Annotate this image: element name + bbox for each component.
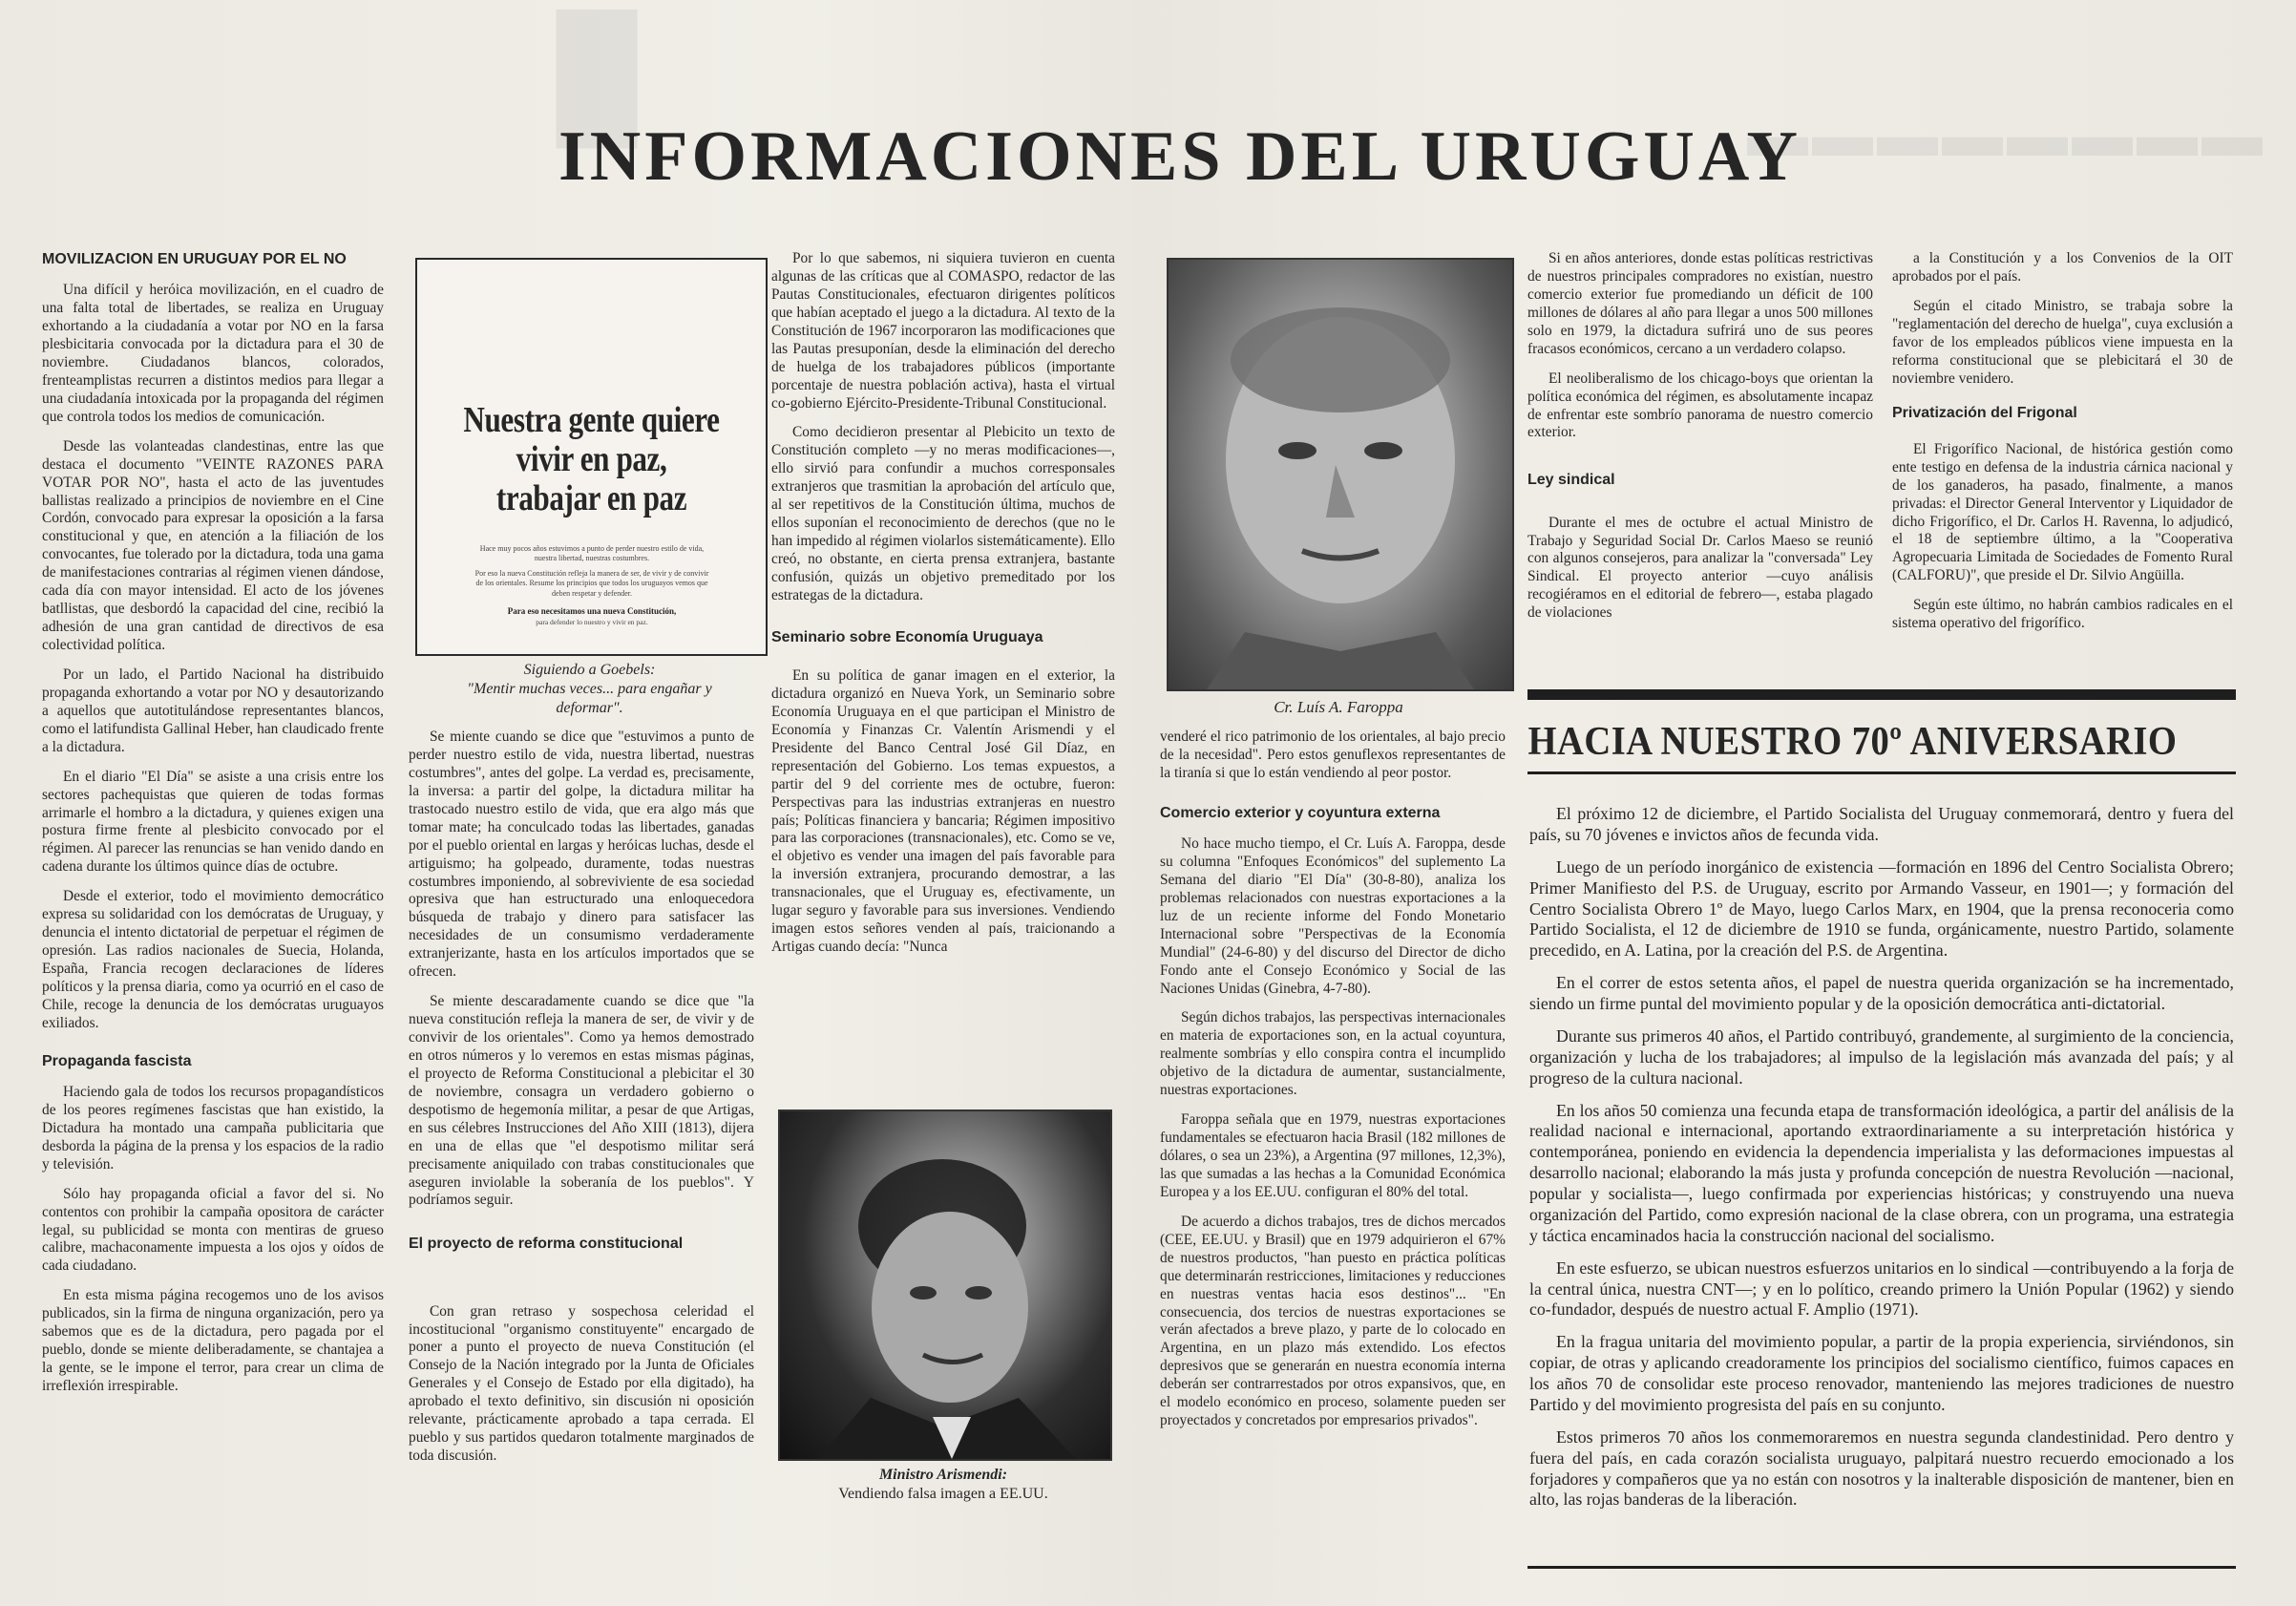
propaganda-ad (415, 258, 768, 656)
paragraph: Una difícil y heróica movilización, en el cuadro de una falta total de libertades, se realiza en Uruguay exhortando a la ciudadanía a votar por NO en la farsa plesbicitaria convocada por la dictadura para el 30 de noviembre. Ciudadanos blancos, colorados, frenteamplistas recurren a distintos medios para llegar a una ciudadanía intoxicada por la propaganda del régimen que controla todos los medios de comunicación. (42, 282, 384, 425)
subhead-seminario: Seminario sobre Economía Uruguaya (771, 628, 1043, 645)
paragraph: Según el citado Ministro, se trabaja sobre la "reglamentación del derecho de huelga", cuya exclusión a favor de los empleados públicos viene impuesta en la reforma constitucional que se plebicitará el 30 de noviembre venidero. (1892, 297, 2233, 387)
paragraph: Haciendo gala de todos los recursos propagandísticos de los peores regímenes fascistas que han existido, la Dictadura ha montado una campaña publicitaria que desborda la página de la prensa y los espacios de la radio y televisión. (42, 1083, 384, 1173)
caption-faroppa: Cr. Luís A. Faroppa (1274, 698, 1403, 716)
page-masthead: INFORMACIONES DEL URUGUAY (558, 117, 1801, 196)
column-1 (42, 250, 384, 1407)
paragraph: venderé el rico patrimonio de los orientales, al bajo precio de la necesidad". Pero estos genuflexos representantes de la tiranía si que lo están vendiendo al peor postor. (1160, 729, 1506, 781)
paragraph: En el correr de estos setenta años, el papel de nuestra querida organización se ha incrementado, siendo un firme puntal del movimiento popular y de la oposición democrática anti-dictatorial. (1529, 973, 2234, 1013)
photo-faroppa (1167, 258, 1514, 691)
anniversary-top-rule (1527, 689, 2236, 700)
caption-arismendi: Ministro Arismendi: Vendiendo falsa imagen a EE.UU. (838, 1467, 1048, 1502)
paragraph: Luego de un período inorgánico de existencia —formación en 1896 del Centro Socialista Obrero; Primer Manifiesto del P.S. de Uruguay, escrito por Armando Vasseur, en 1901—; y formación del Centro Socialista Obrero 1º de Mayo, luego Carlos Marx, en 1904, que la prensa reconoceria como Partido Socialista, el 12 de diciembre de 1910 se funda, orgánicamente, nuestro Partido, solamente precedido, en A. Latina, por la creación del P.S. de Argentina. (1529, 856, 2234, 961)
photo-arismendi (778, 1109, 1112, 1461)
headline-movilizacion: MOVILIZACION EN URUGUAY POR EL NO (42, 251, 347, 267)
paragraph: El próximo 12 de diciembre, el Partido Socialista del Uruguay conmemorará, dentro y fuera del país, su 70 jóvenes e invictos años de fecunda vida. (1529, 804, 2234, 844)
paragraph: En esta misma página recogemos uno de los avisos publicados, sin la firma de ninguna organización, pero ya sabemos que es de la dictadura, pero pagada por el pueblo, donde se miente deliberadamente, se chantajea a la gente, se le impone el terror, para crear un clima de irreflexión irrespirable. (42, 1287, 384, 1394)
portrait-illustration (1169, 260, 1512, 689)
column-4 (1160, 729, 1506, 1442)
ad-caption: Siguiendo a Goebels: "Mentir muchas veces... para engañar y deformar". (467, 662, 712, 716)
paragraph: Se miente descaradamente cuando se dice que "la nueva constitución refleja la manera de ser, de vivir y de convivir de los orientales". Como ya hemos demostrado en otros números y lo veremos en estas mismas páginas, el proyecto de Reforma Constitucional a plebicitar el 30 de noviembre, consagra un verdadero gobierno o despotismo de hegemonía militar, a pesar de que Artigas, en sus célebres Instrucciones del Año XIII (1813), dijera en una de ellas que "el despotismo militar será precisamente aniquilado con trabas constitucionales que aseguren inviolable la soberanía de los pueblos". Y podríamos seguir. (409, 993, 754, 1209)
paragraph: Estos primeros 70 años los conmemoraremos en nuestra segunda clandestinidad. Pero dentro y fuera del país, en cada corazón socialista uruguayo, palpitará nuestro recuerdo emocionado a los forjadores y compañeros que ya no están con nosotros y la inalterable disposición de mantener, bien en alto, las rojas banderas de la liberación. (1529, 1426, 2234, 1510)
paragraph: En este esfuerzo, se ubican nuestros esfuerzos unitarios en lo sindical —contribuyendo a la forja de la central única, nuestra CNT—; y en lo político, creando primero la Unión Popular (1962) y siendo co-fundador, después de nuestro actual F. Amplio (1971). (1529, 1257, 2234, 1320)
paragraph: Sólo hay propaganda oficial a favor del si. No contentos con prohibir la campaña opositora de carácter legal, su publicidad se monta con mentiras de grueso calibre, machaconamente impuesta a los ojos y oídos de cada ciudadano. (42, 1185, 384, 1275)
paragraph: Por un lado, el Partido Nacional ha distribuido propaganda exhortando a votar por NO y desautorizando a aquellos que autotitulándose representantes blancos, como el latifundista Gallinal Heber, han claudicado frente a la dictadura. (42, 666, 384, 755)
paragraph: Desde el exterior, todo el movimiento democrático expresa su solidaridad con los demócratas de Uruguay, y denuncia el intento dictatorial de perpetuar el régimen de opresión. Las radios nacionales de Suecia, Holanda, España, Francia recogen declaraciones de líderes políticos y la prensa diaria, como ya ocurrió en el caso de Chile, recoge la denuncia de los demócratas uruguayos exiliados. (42, 888, 384, 1031)
paragraph: a la Constitución y a los Convenios de la OIT aprobados por el país. (1892, 250, 2233, 285)
paragraph: El Frigorífico Nacional, de histórica gestión como ente testigo en defensa de la industria cárnica nacional y de los ganaderos, ha pasado, finalmente, a manos privadas: el Director General Interventor y Liquidador de dicho Frigorífico, el Dr. Carlos H. Ravenna, lo adjudicó, el 18 de septiembre último, a la "Cooperativa Agropecuaria Limitada de Sociedades de Fomento Rural (CALFORU)", que preside el Dr. Silvio Angüilla. (1892, 440, 2233, 584)
paragraph: En el diario "El Día" se asiste a una crisis entre los sectores pachequistas que quieren de todas formas arrimarle el hombro a la dictadura, y quienes exigen una postura firme frente al plesbicito convocado por el régimen. Al parecer las renuncias se han venido dando en cadena durante los últimos quince días de octubre. (42, 768, 384, 876)
bleed-through-left: ▐▌ (516, 11, 679, 138)
column-6 (1892, 250, 2233, 645)
ad-footer-sub: para defender lo nuestro y vivir en paz. (536, 617, 648, 626)
paragraph: Por lo que sabemos, ni siquiera tuvieron en cuenta algunas de las críticas que al COMASPO, redactor de las Pautas Constitucionales, efectuaron dirigentes políticos que habían aceptado el juego a la dictadura. Al texto de la Constitución de 1967 incorporaron las modificaciones que las Pautas presuponían, desde la eliminación del derecho de huelga de los trabajadores públicos (importante porcentaje de nuestra población activa), hasta el virtual co-gobierno Ejército-Presidente-Tribunal Constitucional. (771, 250, 1115, 412)
bleed-through-right: ▬▬▬▬▬▬▬▬ (1747, 101, 2266, 169)
anniversary-body (1529, 804, 2234, 1522)
anniversary-title-rule (1527, 771, 2236, 774)
subhead-propaganda: Propaganda fascista (42, 1052, 192, 1069)
anniversary-bottom-rule (1527, 1566, 2236, 1569)
paragraph: Según este último, no habrán cambios radicales en el sistema operativo del frigorífico. (1892, 597, 2233, 632)
paragraph: Como decidieron presentar al Plebicito un texto de Constitución completo —y no meras modificaciones—, ello sirvió para confundir a muchos corresponsales extranjeros que trasmitian la aprobación del artículo que, al ser repetitivos de la Constitución última, muchos de ellos suponían el reconocimiento de derechos (que no le han impedido al régimen violarlos sistemáticamente). Ello creó, no obstante, en cierta prensa extranjera, bastante confusión, quizás un objetivo premeditado por los estrategas de la dictadura. (771, 424, 1115, 603)
paragraph: En su política de ganar imagen en el exterior, la dictadura organizó en Nueva York, un Seminario sobre Economía Uruguaya en el que participan el Ministro de Economía y Finanzas Cr. Valentín Arismendi y el Presidente del Banco Central José Gil Díaz, en representación del Gobierno. Los temas expuestos, a partir del 9 del corriente mes de octubre, fueron: Perspectivas para las industrias extranjeras en nuestro país; Políticas financiera y bancaria; Régimen impositivo para las corporaciones (transnacionales), etc. Como se ve, el objetivo es vender una imagen del país favorable para la inversión extranjera, procurando demostrar, a las transnacionales, que el Uruguay es, efectivamente, un lugar seguro y favorable para sus inversiones. Vendiendo imagen estos señores venden al país, traicionando a Artigas cuando decía: "Nunca (771, 667, 1115, 956)
paragraph: Se miente cuando se dice que "estuvimos a punto de perder nuestro estilo de vida, nuestra libertad, nuestras costumbres", antes del golpe. La verdad es, precisamente, la inversa: a partir del golpe, la dictadura militar ha trastocado nuestro estilo de vida, que era algo más que tomar mate; ha conculcado todas las libertades, ganadas por el pueblo oriental en largas y heróicas luchas, desde el artiguismo; ha golpeado, duramente, todas nuestras costumbres imponiendo, al sobreviviente de esa sociedad opresiva que han estructurado una enloquecedora búsqueda de trabajo y dinero para satisfacer las necesidades de un consumismo verdaderamente extranjerizante, hasta en los artículos importados que se ofrecen. (409, 729, 754, 981)
subhead-ley-sindical: Ley sindical (1527, 472, 1615, 489)
portrait-illustration (780, 1111, 1110, 1459)
paragraph: Faroppa señala que en 1979, nuestras exportaciones fundamentales se efectuaron hacia Brasil (182 millones de dólares, o sea un 23%), a Argentina (97 millones, 12,3%), las que sumadas a las hechas a la Comunidad Económica Europea y a los EE.UU. configuran el 80% del total. (1160, 1111, 1506, 1200)
ad-footer: Para eso necesitamos una nueva Constitución, (507, 605, 677, 616)
subhead-frigonal: Privatización del Frigonal (1892, 404, 2077, 421)
column-2 (409, 729, 754, 1477)
paragraph: Durante el mes de octubre el actual Ministro de Trabajo y Seguridad Social Dr. Carlos Maeso se reunió con algunos consejeros, para analizar la "conversada" Ley Sindical. El proyecto anterior —cuyo análisis recogiéramos en el editorial de febrero—, estaba plagado de violaciones (1527, 514, 1873, 622)
paragraph: Con gran retraso y sospechosa celeridad el incostitucional "organismo constituyente" encargado de poner a punto el proyecto de nueva Constitución (el Consejo de la Nación integrado por la Junta de Oficiales Generales y el Consejo de Estado por ella digitado), ha aprobado el texto definitivo, sin discusión ni oposición relevante, prácticamente aprobado a tapa cerrada. El pueblo y sus partidos quedaron totalmente marginados de toda discusión. (409, 1302, 754, 1465)
ad-body: Hace muy pocos años estuvimos a punto de perder nuestro estilo de vida, nuestra libertad, nuestras costumbres. Por eso la nueva Constitución refleja la manera de ser, de vivir y de convivir de los orientales. Resume los principios que todos los uruguayos vemos que deben respetar y defender. Para eso necesitamos una nueva Constitución, para defender lo nuestro y vivir en paz. (473, 544, 711, 626)
column-3 (771, 250, 1115, 968)
paragraph: Si en años anteriores, donde estas políticas restrictivas de nuestros principales compradores no existían, nuestro comercio exterior fue promediando un déficit de 100 millones de dólares al año para llegar a unos 500 millones solo en 1979, la dictadura sufrirá uno de sus peores fracasos económicos, cercano a un verdadero colapso. (1527, 250, 1873, 357)
subhead-reforma: El proyecto de reforma constitucional (409, 1236, 684, 1253)
paragraph: Según dichos trabajos, las perspectivas internacionales en materia de exportaciones son, en la actual coyuntura, realmente sombrías y ello conspira contra el incumplido objetivo de la dictadura de aumentar, sustancialmente, nuestras exportaciones. (1160, 1009, 1506, 1099)
column-5 (1527, 250, 1873, 634)
paragraph: El neoliberalismo de los chicago-boys que orientan la política económica del régimen, es absolutamente incapaz de enfrentar este sombrío panorama de nuestro comercio exterior. (1527, 370, 1873, 441)
ad-headline: Nuestra gente quiere vivir en paz, trabajar en paz (463, 400, 720, 519)
paragraph: En los años 50 comienza una fecunda etapa de transformación ideológica, a partir del análisis de la realidad nacional e internacional, aportando extraordinariamente a su interpretación histórica y contemporánea, poniendo en evidencia la dependencia imperialista y las deformaciones impuestas al desarrollo nacional; elaborando la más justa y profunda concepción de nuestra Revolución —nacional, popular y socialista—, luego confirmada por experiencias históricas; y construyendo una nueva organización del Partido, como expresión nacional de la clase obrera, con un programa, una estrategia y táctica encaminados hacia la construcción nacional del socialismo. (1529, 1100, 2234, 1245)
paragraph: Durante sus primeros 40 años, el Partido contribuyó, grandemente, al surgimiento de la conciencia, organización y lucha de los trabajadores; al impulso de la legislación más avanzada del país; y al progreso de la cultura nacional. (1529, 1025, 2234, 1088)
paragraph: De acuerdo a dichos trabajos, tres de dichos mercados (CEE, EE.UU. y Brasil) que en 1979 adquirieron el 67% de nuestros productos, "han puesto en práctica políticas que determinarán restricciones, limitaciones y reducciones en nuestras ventas hacia esos destinos"... "En consecuencia, dos tercios de nuestras exportaciones se verán afectados a breve plazo, y parte de lo colocado en Argentina, en un plazo más extendido. Los efectos depresivos que se generarán en nuestra economía interna deberán ser contrarrestados por otros expansivos, que, en el modelo económico en proceso, solamente pueden ser proyectados y concretados por empresarios privados". (1160, 1213, 1506, 1429)
paragraph: Desde las volanteadas clandestinas, entre las que destaca el documento "VEINTE RAZONES PARA VOTAR POR NO", hasta el acto de las juventudes ballistas realizado a principios de noviembre en el Cine Cordón, convocado para expresar la oposición a la farsa constitucional y que, en atención a la filiación de los convocantes, fue tolerado por la dictadura, toda una gama de manifestaciones contrarias al régimen vienen dándose, cada día con mayor intensidad. El acto de los jóvenes batllistas, que desbordó la capacidad del cine, recibió la adhesión de una gran cantidad de directivos de esa colectividad política. (42, 437, 384, 653)
subhead-comercio: Comercio exterior y coyuntura externa (1160, 804, 1441, 821)
paragraph: En la fragua unitaria del movimiento popular, a partir de la propia experiencia, sirviéndonos, sin copiar, de otras y aplicando creadoramente los principios del socialismo científico, fuimos capaces en los años 70 de consolidar este proceso renovador, manteniendo las mejores tradiciones de nuestro Partido y del movimiento progresista del país en su conjunto. (1529, 1332, 2234, 1414)
anniversary-headline: HACIA NUESTRO 70º ANIVERSARIO (1527, 720, 2178, 764)
paragraph: No hace mucho tiempo, el Cr. Luís A. Faroppa, desde su columna "Enfoques Económicos" del suplemento La Semana del diario "El Día" (30-8-80), analiza los problemas relacionados con nuestras exportaciones a la luz de un reciente informe del Fondo Monetario Internacional sobre "Perspectivas de la Economía Mundial" (24-6-80) y del discurso del Director de dicho Fondo ante el Consejo Económico y Social de las Naciones Unidas (Ginebra, 4-7-80). (1160, 835, 1506, 997)
